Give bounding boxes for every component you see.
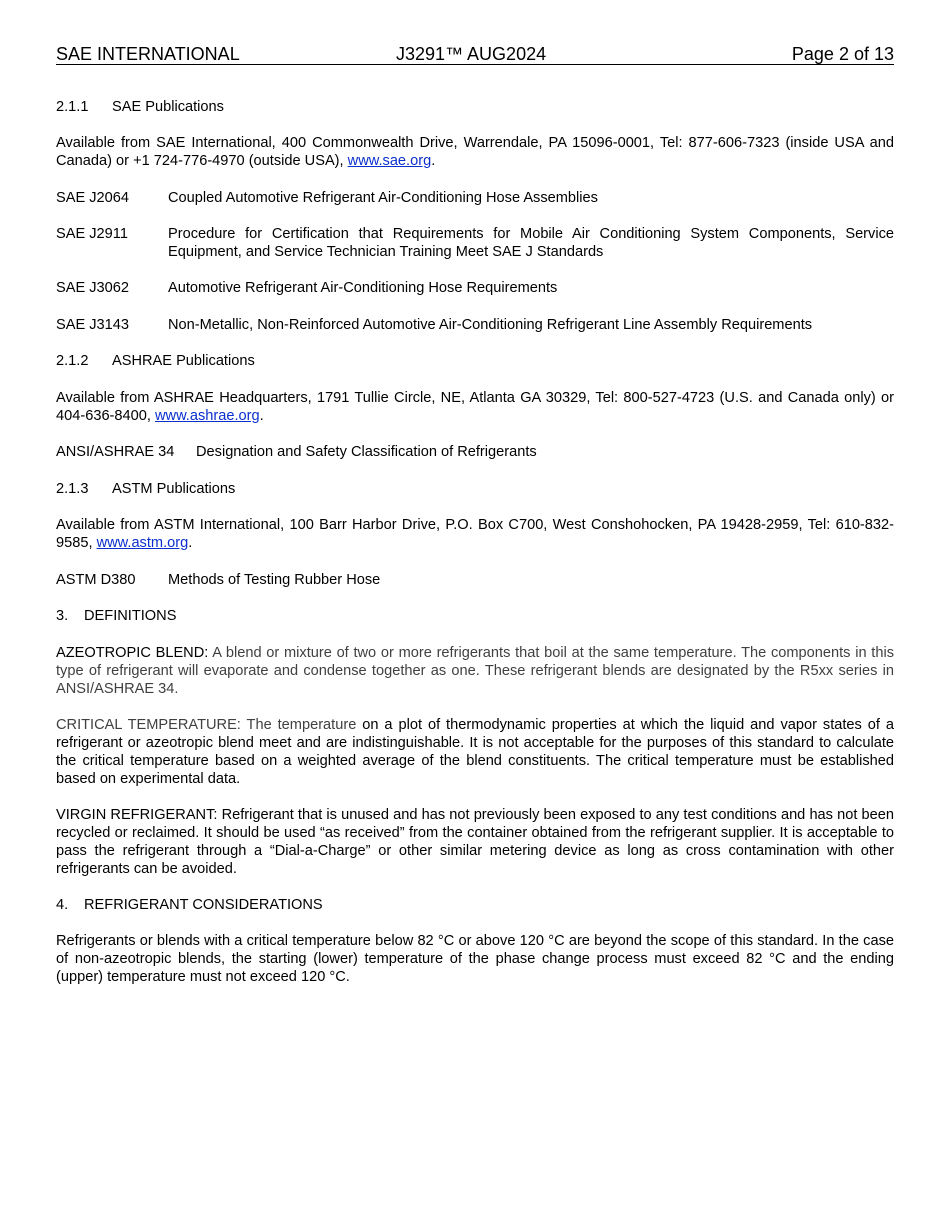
astm-availability-text: Available from ASTM International, 100 Barr Harbor Drive, P.O. Box C700, West Conshohocken, PA 19428-2959, Tel: 610-832-9585, — [56, 517, 894, 551]
refrigerant-considerations-paragraph: Refrigerants or blends with a critical temperature below 82 °C or above 120 °C are beyond the scope of this standard. In the case of non-azeotropic blends, the starting (lower) temperature of the phase change process must exceed 82 °C and the ending (upper) temperature must not exceed 120 °C. — [56, 933, 894, 985]
section-title: REFRIGERANT CONSIDERATIONS — [84, 897, 323, 913]
definition-text: on a plot of thermodynamic properties at which the liquid and vapor states of a refrigerant or azeotropic blend meet and are indistinguishable. It is not acceptable for the purposes of this standard to calculate the critical temperature based on a weighted average of the blend constituents. The critical temperature must be established based on experimental data. — [56, 717, 895, 787]
definition-azeotropic-blend — [56, 644, 894, 698]
section-heading-4 — [56, 896, 894, 914]
ashrae-website-link[interactable]: www.ashrae.org — [155, 408, 260, 424]
reference-sae-j2911 — [56, 225, 894, 261]
definition-term: CRITICAL TEMPERATURE: — [56, 717, 241, 733]
sae-period: . — [431, 153, 436, 169]
header-org: SAE INTERNATIONAL — [56, 44, 240, 64]
section-title: ASHRAE Publications — [112, 353, 255, 369]
section-title: SAE Publications — [112, 99, 224, 115]
reference-title: Automotive Refrigerant Air-Conditioning Hose Requirements — [168, 280, 558, 296]
definition-term: VIRGIN REFRIGERANT: — [56, 807, 218, 823]
section-heading-2-1-1 — [56, 98, 894, 116]
definition-virgin-refrigerant — [56, 806, 894, 878]
reference-code: SAE J3062 — [56, 280, 130, 296]
ashrae-period: . — [259, 408, 264, 424]
definition-critical-temperature — [56, 716, 894, 788]
reference-sae-j3062 — [56, 279, 894, 297]
section-number: 2.1.3 — [56, 481, 89, 497]
definition-text: A blend or mixture of two or more refrigerants that boil at the same temperature. The components in this type of refrigerant will evaporate and condense together as one. These refrigerant blends are designated by the R5xx series in ANSI/ASHRAE 34. — [56, 645, 894, 697]
sae-website-link[interactable]: www.sae.org — [347, 153, 432, 169]
ashrae-availability-paragraph — [56, 389, 894, 425]
astm-website-link[interactable]: www.astm.org — [96, 535, 189, 551]
reference-code: ANSI/ASHRAE 34 — [56, 444, 175, 460]
reference-ansi-ashrae-34 — [56, 443, 894, 461]
reference-sae-j3143 — [56, 316, 894, 334]
section-heading-2-1-3 — [56, 480, 894, 498]
section-number: 2.1.2 — [56, 353, 89, 369]
reference-astm-d380 — [56, 571, 894, 589]
section-number: 3. — [56, 608, 69, 624]
reference-title: Methods of Testing Rubber Hose — [168, 572, 381, 588]
section-title: ASTM Publications — [112, 481, 236, 497]
section-number: 4. — [56, 897, 69, 913]
reference-code: SAE J2911 — [56, 226, 128, 242]
section-heading-3 — [56, 607, 894, 625]
section-title: DEFINITIONS — [84, 608, 177, 624]
sae-availability-text: Available from SAE International, 400 Commonwealth Drive, Warrendale, PA 15096-0001, Tel: 877-606-7323 (inside USA and Canada) or +1 724-776-4970 (outside USA), — [56, 135, 894, 169]
reference-code: SAE J2064 — [56, 190, 130, 206]
definition-term: AZEOTROPIC BLEND: — [56, 645, 209, 661]
astm-period: . — [188, 535, 193, 551]
definition-lead: The temperature — [240, 717, 357, 733]
reference-code: SAE J3143 — [56, 317, 130, 333]
header-page-number: Page 2 of 13 — [791, 44, 894, 64]
page-header — [56, 44, 894, 65]
section-number: 2.1.1 — [56, 99, 89, 115]
reference-title: Designation and Safety Classification of Refrigerants — [196, 444, 537, 460]
definition-text: Refrigerant that is unused and has not previously been exposed to any test conditions and has not been recycled or reclaimed. It should be used “as received” from the container obtained from the refrigerant supplier. It is acceptable to pass the refrigerant through a “Dial-a-Charge” or other similar metering device as long as cross contamination with other refrigerants can be avoided. — [56, 807, 895, 877]
reference-sae-j2064 — [56, 189, 894, 207]
header-doc-id: J3291™ AUG2024 — [396, 44, 547, 64]
reference-title: Coupled Automotive Refrigerant Air-Conditioning Hose Assemblies — [168, 190, 598, 206]
section-heading-2-1-2 — [56, 352, 894, 370]
reference-code: ASTM D380 — [56, 572, 136, 588]
ashrae-availability-text: Available from ASHRAE Headquarters, 1791 Tullie Circle, NE, Atlanta GA 30329, Tel: 800-527-4723 (U.S. and Canada only) or 404-636-8400, — [56, 390, 894, 424]
reference-title: Procedure for Certification that Requirements for Mobile Air Conditioning System Components, Service Equipment, and Service Technician Training Meet SAE J Standards — [168, 226, 894, 260]
reference-title: Non-Metallic, Non-Reinforced Automotive Air-Conditioning Refrigerant Line Assembly Requirements — [168, 317, 813, 333]
astm-availability-paragraph — [56, 516, 894, 552]
sae-availability-paragraph — [56, 134, 894, 170]
